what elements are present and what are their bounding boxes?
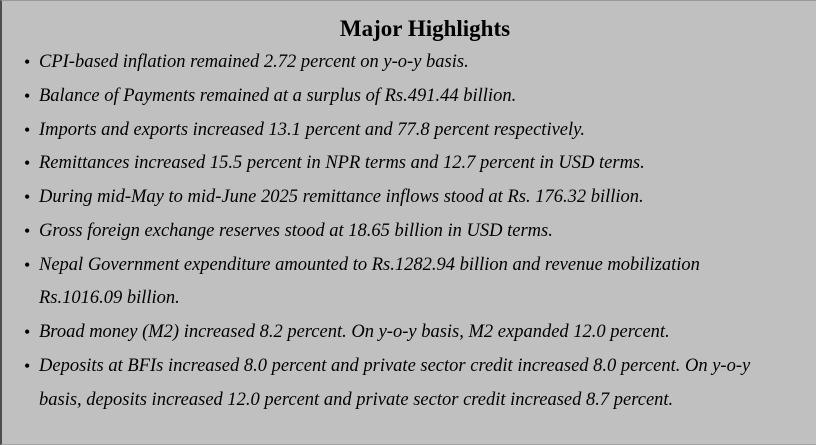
highlight-item-balance-of-payments <box>24 80 784 114</box>
highlight-item-imports-exports <box>24 114 784 148</box>
highlight-text: Broad money (M2) increased 8.2 percent. On y-o-y basis, M2 expanded 12.0 percent. <box>39 322 670 342</box>
bullet-icon: • <box>24 119 31 140</box>
highlight-text: Imports and exports increased 13.1 percent and 77.8 percent respectively. <box>39 119 585 140</box>
highlight-text: Balance of Payments remained at a surplus of Rs.491.44 billion. <box>39 85 517 106</box>
highlight-text: Gross foreign exchange reserves stood at 18.65 billion in USD terms. <box>39 220 553 241</box>
bullet-icon: • <box>24 322 31 342</box>
page-title: Major Highlights <box>339 16 511 41</box>
highlight-text: Nepal Government expenditure amounted to Rs.1282.94 billion and revenue mobilization Rs.1016.09 billion. <box>39 254 700 309</box>
highlight-item-forex-reserves <box>24 215 784 249</box>
bullet-icon: • <box>24 52 31 72</box>
bullet-icon: • <box>24 153 31 174</box>
highlight-item-cpi-inflation <box>24 46 784 80</box>
highlight-text: Deposits at BFIs increased 8.0 percent and private sector credit increased 8.0 percent. On y-o-y basis, deposits increased 12.0 percent and private sector credit increased 8.7 percent. <box>39 355 751 410</box>
highlight-text: Remittances increased 15.5 percent in NPR terms and 12.7 percent in USD terms. <box>39 153 645 174</box>
highlight-item-deposits-credit <box>24 350 784 418</box>
bullet-icon: • <box>24 187 31 207</box>
highlight-item-remittance-inflows <box>24 181 784 215</box>
bullet-icon: • <box>24 85 31 106</box>
highlight-text: During mid-May to mid-June 2025 remittance inflows stood at Rs. 176.32 billion. <box>39 187 644 207</box>
bullet-icon: • <box>24 355 31 376</box>
highlight-item-government-expenditure <box>24 249 784 317</box>
highlights-list <box>2 46 816 417</box>
bullet-icon: • <box>24 220 31 241</box>
highlight-item-broad-money <box>24 316 784 350</box>
highlight-item-remittances-growth <box>24 147 784 181</box>
highlight-text: CPI-based inflation remained 2.72 percent on y-o-y basis. <box>39 52 469 72</box>
bullet-icon: • <box>24 254 31 275</box>
